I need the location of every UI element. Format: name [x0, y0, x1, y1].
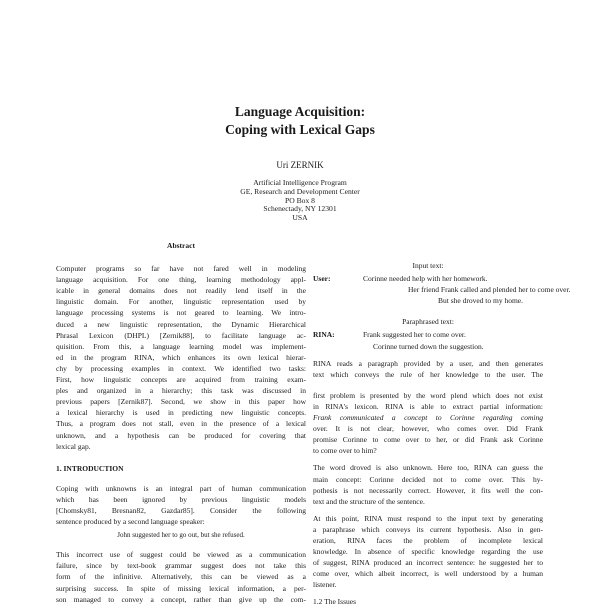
body-line: main concept: Corinne decided not to come over. This hy- — [313, 474, 543, 484]
abstract-line: First, how linguistic concepts are acquired from training exam- — [56, 375, 306, 385]
input-line: Her friend Frank called and plended her to come over. — [408, 285, 571, 295]
abstract-line: unknown, and a hypothesis can be produced for covering that — [56, 430, 306, 440]
abstract-body — [56, 263, 306, 452]
body-line: text and the structure of the sentence. — [313, 496, 425, 506]
author-name: Uri ZERNIK — [276, 160, 324, 170]
abstract-line: icable in general domains does not readily lend itself in the — [56, 286, 306, 296]
body-line: in RINA's lexicon. RINA is able to extract partial information: — [313, 401, 543, 411]
abstract-line: chy by processing examples in context. We identified two tasks: — [56, 363, 306, 373]
affiliation — [0, 179, 600, 223]
body-line: come over, which albeit incorrect, is well understood by a human — [313, 569, 543, 579]
body-line: pothesis is not necessarily correct. However, it fits well the con- — [313, 485, 543, 495]
intro-line: surprising success. In spite of missing lexical information, a per- — [56, 583, 306, 593]
paraphrased-text-heading: Paraphrased text: — [402, 317, 454, 327]
body-line: over. It is not clear, however, who comes over. Did Frank — [313, 424, 543, 434]
abstract-line: language processing systems is not geared to learning. We intro- — [56, 308, 306, 318]
affiliation-line: GE, Research and Development Center — [240, 186, 360, 196]
body-line: text which conveys the rule of her knowledge to the user. The — [313, 369, 543, 379]
body-line: RINA reads a paragraph provided by a user, and then generates — [313, 358, 543, 368]
paraphrase-line: Frank suggested her to come over. — [363, 330, 466, 340]
intro-line: Coping with unknowns is an integral part of human communication — [56, 483, 306, 493]
body-line: to come over to him? — [313, 446, 377, 456]
body-line: promise Corinne to come over to her, or did Frank ask Corinne — [313, 435, 543, 445]
abstract-heading: Abstract — [167, 241, 195, 250]
abstract-line: linguistic domain. For another, linguistic representation used by — [56, 297, 306, 307]
abstract-line: language acquisition. For one thing, learning methodology appl- — [56, 275, 306, 285]
body-line: of suggest, RINA produced an incorrect sentence: he suggested her to — [313, 558, 543, 568]
body-line: listener. — [313, 580, 337, 590]
abstract-line: Thus, a program does not stall, even in the presence of a lexical — [56, 419, 306, 429]
abstract-line: ples and organized in a hierarchy; this task was discussed in — [56, 386, 306, 396]
subsection-heading-issues: 1.2 The Issues — [313, 597, 356, 607]
paraphrase-line: Corinne turned down the suggestion. — [373, 341, 484, 351]
body-line: The word droved is also unknown. Here too, RINA can guess the — [313, 463, 543, 473]
rina-label: RINA: — [313, 330, 335, 340]
input-line: But she droved to my home. — [438, 296, 523, 306]
input-line: Corinne needed help with her homework. — [363, 274, 488, 284]
intro-line: failure, since by text-book grammar suggest does not take this — [56, 561, 306, 571]
intro-line: This incorrect use of suggest could be viewed as a communication — [56, 550, 306, 560]
affiliation-line: PO Box 8 — [285, 195, 315, 205]
affiliation-line: USA — [292, 213, 308, 223]
body-line: knowledge. In absence of specific knowledge regarding the use — [313, 547, 543, 557]
body-line: At this point, RINA must respond to the input text by generating — [313, 513, 543, 523]
body-line: Frank communicated a concept to Corinne regarding coming — [313, 413, 543, 423]
abstract-line: Computer programs so far have not fared well in modeling — [56, 264, 306, 274]
abstract-line: lexical gap. — [56, 441, 91, 451]
paper-title-line-2: Coping with Lexical Gaps — [225, 122, 375, 137]
body-line: first problem is presented by the word plend which does not exist — [313, 390, 543, 400]
intro-line: son managed to convey a concept, rather than give up the com- — [56, 594, 306, 604]
example-sentence: John suggested her to go out, but she refused. — [117, 531, 245, 540]
intro-line: form of the infinitive. Alternatively, this can be viewed as a — [56, 572, 306, 582]
right-column — [313, 260, 571, 608]
user-label: User: — [313, 274, 331, 284]
abstract-line: Phrasal Lexicon (DHPL) [Zernik88], to facilitate language ac- — [56, 330, 306, 340]
introduction-body — [56, 483, 306, 605]
intro-line: sentence produced by a second language speaker: — [56, 517, 205, 527]
affiliation-line: Schenectady, NY 12301 — [263, 204, 337, 214]
intro-line: which has been ignored by previous linguistic models — [56, 494, 306, 504]
body-line: a paraphrase which conveys its current hypothesis. Also in gen- — [313, 524, 543, 534]
body-line: eration, RINA faces the problem of incomplete lexical — [313, 535, 543, 545]
input-text-heading: Input text: — [412, 261, 444, 270]
abstract-line: ed in the program RINA, which enhances its own lexical hierar- — [56, 352, 306, 362]
input-text-row — [313, 273, 543, 284]
abstract-line: a lexical hierarchy is used in predicting new linguistic concepts. — [56, 408, 306, 418]
abstract-line: previous papers [Zernik87]. Second, we show in this paper how — [56, 397, 306, 407]
intro-line: [Chomsky81, Bresnan82, Gazdar85]. Consider the following — [56, 505, 306, 515]
affiliation-line: Artificial Intelligence Program — [253, 178, 347, 187]
abstract-line: quisition. From this, a language learning model was implement- — [56, 341, 306, 351]
section-heading-introduction: 1. INTRODUCTION — [56, 463, 124, 473]
abstract-line: duced a new linguistic representation, the Dynamic Hierarchical — [56, 319, 306, 329]
paper-title-line-1: Language Acquisition: — [234, 104, 366, 119]
left-column — [56, 240, 306, 605]
paraphrase-row — [313, 329, 543, 340]
